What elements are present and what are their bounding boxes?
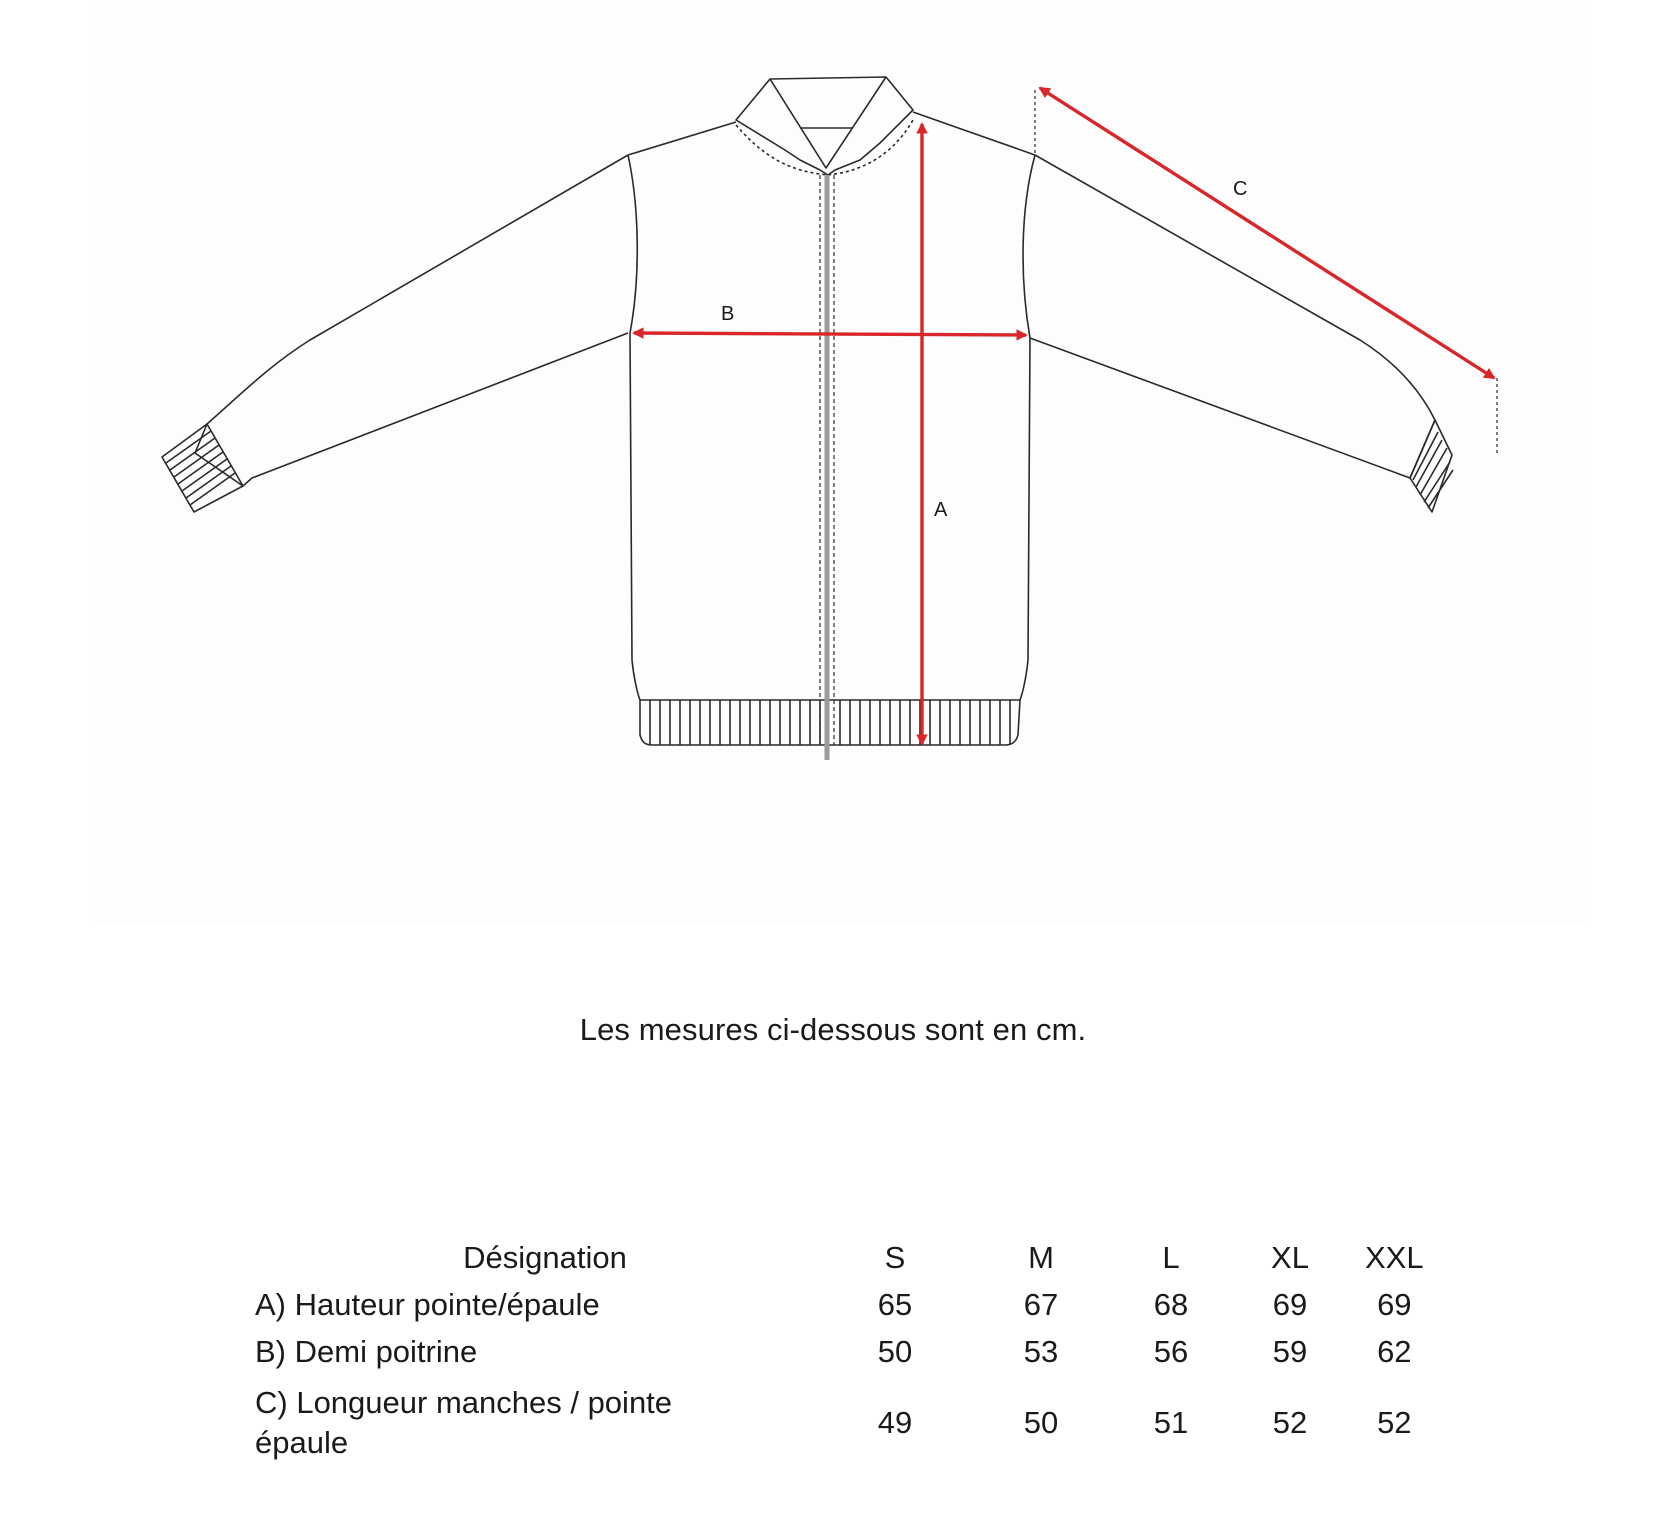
cell-value: 52 [1272,1405,1308,1440]
row-label: A) Hauteur pointe/épaule [255,1286,600,1322]
left-shoulder [628,122,736,155]
hem-band [640,700,1020,745]
row-label-cell [255,1375,835,1471]
cell-value: 69 [1272,1286,1308,1322]
arrow-b [634,333,1026,335]
table-row [255,1328,1424,1375]
cell-value: 67 [1023,1286,1059,1322]
cell-value: 65 [877,1286,913,1322]
measurement-note: Les mesures ci-dessous sont en cm. [579,1012,1087,1047]
size-s-header: S [884,1240,906,1275]
size-l-header: L [1162,1240,1180,1275]
table-row [255,1375,1424,1471]
size-xxl-header: XXL [1365,1240,1424,1275]
body-left-side [630,333,640,700]
cell-value: 50 [877,1333,913,1369]
label-c: C [1233,178,1248,200]
cell-value: 69 [1377,1286,1412,1322]
measurement-arrows [634,88,1494,744]
collar [736,77,913,175]
right-cuff [1410,420,1453,512]
cell-value: 68 [1153,1286,1189,1322]
row-label: B) Demi poitrine [255,1333,478,1369]
cell-value: 52 [1377,1405,1412,1440]
label-b: B [721,303,735,325]
size-table-header [255,1235,1424,1281]
table-row [255,1281,1424,1328]
row-label: C) Longueur manches / pointe épaule [255,1385,673,1460]
size-xl-header: XL [1271,1240,1309,1275]
cell-value: 56 [1153,1333,1189,1369]
cell-value: 62 [1377,1333,1412,1369]
arrow-c [1040,88,1494,378]
size-m-header: M [1028,1240,1054,1275]
right-shoulder [913,112,1035,155]
cell-value: 59 [1272,1333,1308,1369]
label-a: A [934,499,948,521]
zipper [820,175,834,760]
designation-header: Désignation [463,1240,627,1275]
body-right-side [1020,338,1030,700]
right-sleeve [1030,155,1435,478]
cell-value: 51 [1153,1405,1189,1440]
jacket-outline [162,77,1497,760]
cell-value: 50 [1023,1405,1059,1440]
left-sleeve [195,155,628,486]
cell-value: 49 [877,1405,913,1440]
cell-value: 53 [1023,1333,1059,1369]
left-cuff [162,424,243,512]
size-table [255,1235,1424,1471]
